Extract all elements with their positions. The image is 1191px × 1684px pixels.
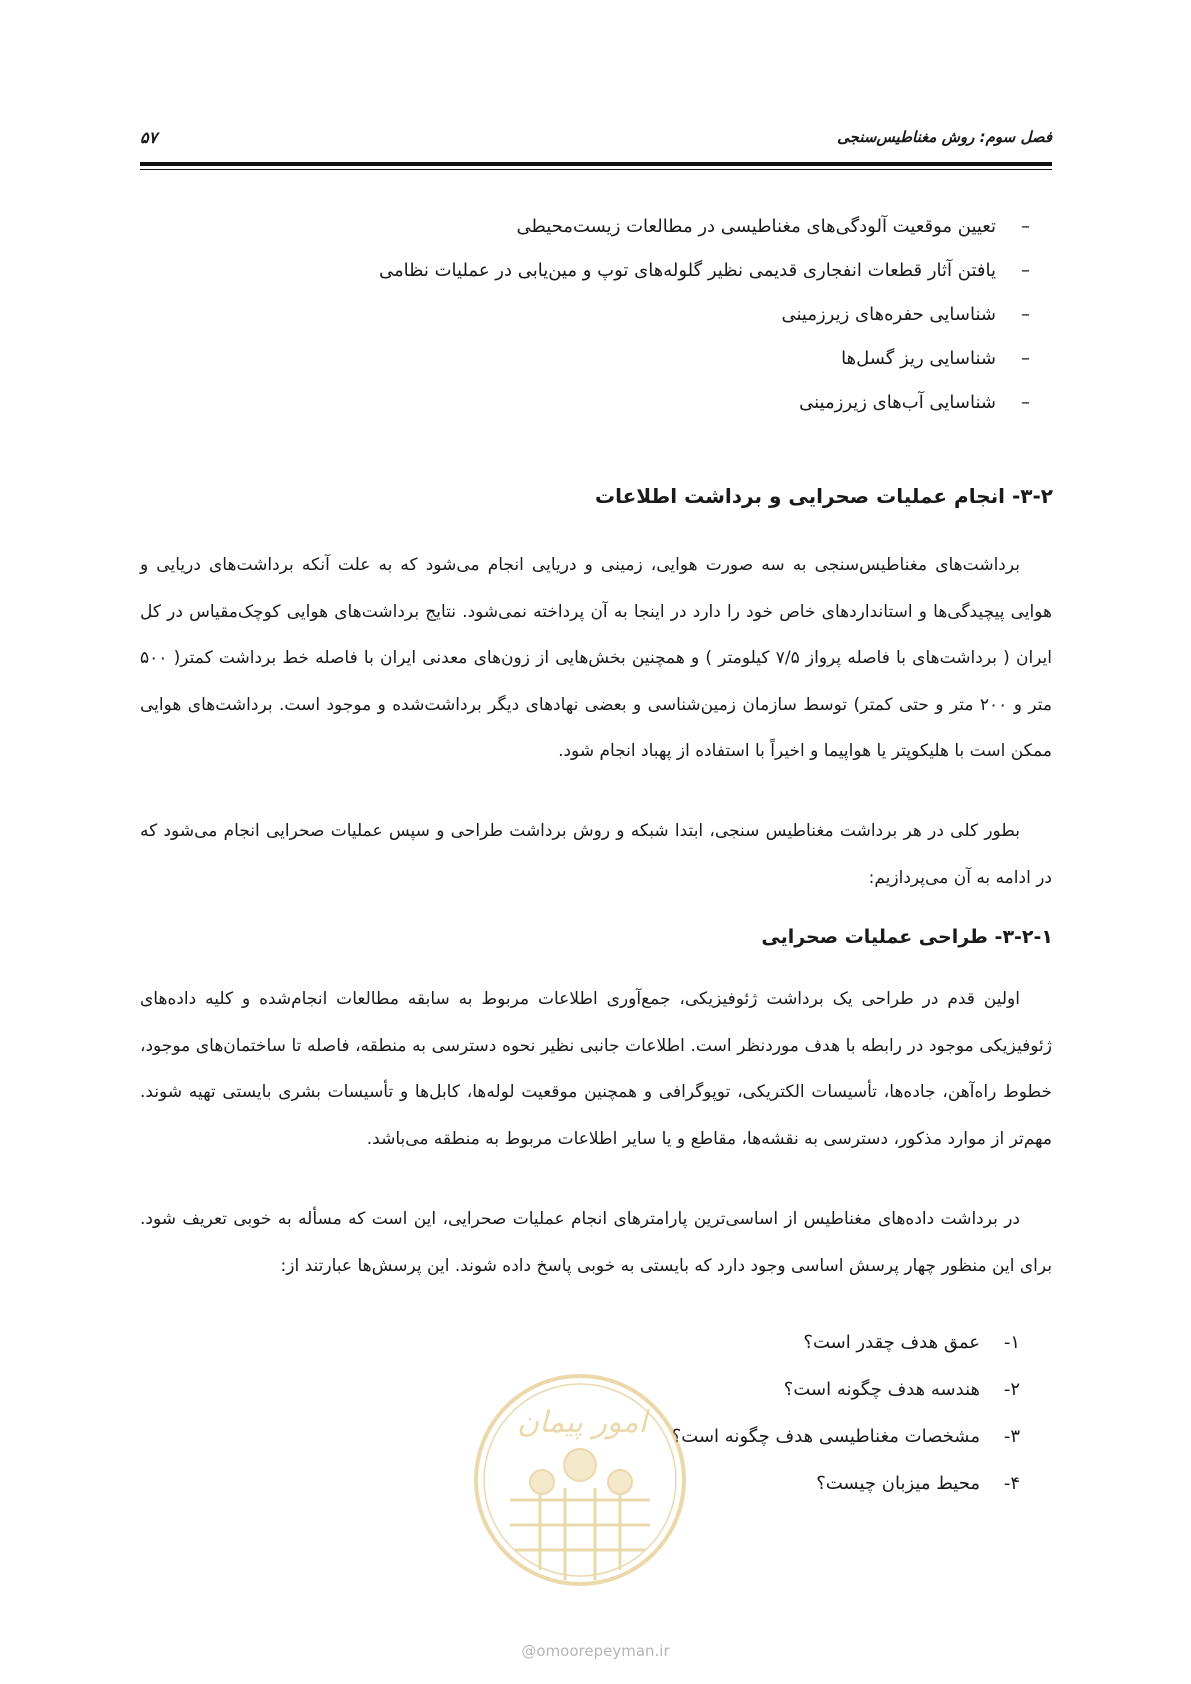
paragraph-key-questions: در برداشت داده‌های مغناطیس از اساسی‌ترین پارامترهای انجام عملیات صحرایی، این است که مسأله به خوبی تعریف شود. برای این منظور چهار پرسش اساسی وجود دارد که بایستی به خوبی پاسخ داده شوند. این پرسش‌ها عبارتند از: (140, 1209, 1052, 1276)
header-rule-thin (140, 169, 1052, 170)
section-heading: ۳-۲- انجام عملیات صحرایی و برداشت اطلاعات (594, 484, 1053, 508)
list-item: ۱-عمق هدف چقدر است؟ (803, 1332, 1020, 1353)
list-item: ۴-محیط میزبان چیست؟ (816, 1473, 1020, 1494)
application-list (300, 214, 1030, 434)
page-number: ۵۷ (140, 128, 158, 147)
list-item: ۲-هندسه هدف چگونه است؟ (783, 1379, 1020, 1400)
paragraph-survey-design: اولین قدم در طراحی یک برداشت ژئوفیزیکی، جمع‌آوری اطلاعات مربوط به سابقه مطالعات انجام‌شده و کلیه داده‌های ژئوفیزیکی موجود در رابطه با هدف موردنظر است. اطلاعات جانبی نظیر نحوه دسترسی به منطقه، فاصله تا ساختمان‌های موجود، خطوط راه‌آهن، جاده‌ها، تأسیسات الکتریکی، توپوگرافی و همچنین موقعیت لوله‌ها، کابل‌ها و تأسیسات بشری بایستی تهیه شوند. مهم‌تر از موارد مذکور، دسترسی به نقشه‌ها، مقاطع و یا سایر اطلاعات مربوط به منطقه می‌باشد. (140, 989, 1052, 1149)
watermark-url: @omoorepeyman.ir (521, 1642, 670, 1660)
svg-text:امور پیمان: امور پیمان (517, 1405, 647, 1440)
list-item: –تعیین موقعیت آلودگی‌های مغناطیسی در مطالعات زیست‌محیطی (516, 216, 1030, 237)
paragraph-survey-types: برداشت‌های مغناطیس‌سنجی به سه صورت هوایی، زمینی و دریایی انجام می‌شود که به علت آنکه برداشت‌های دریایی و هوایی پیچیدگی‌ها و استانداردهای خاص خود را دارد در اینجا به آن پرداخته نمی‌شود. نتایج برداشت‌های هوایی کوچک‌مقیاس در کل ایران ( برداشت‌های با فاصله پرواز ۷/۵ کیلومتر ) و همچنین بخش‌هایی از زون‌های معدنی ایران با فاصله خط برداشت کمتر( ۵۰۰ متر و ۲۰۰ متر و حتی کمتر) توسط سازمان زمین‌شناسی و بعضی نهادهای دیگر برداشت‌شده و موجود است. برداشت‌های هوایی ممکن است با هلیکوپتر یا هواپیما و اخیراً با استفاده از پهباد انجام شود. (140, 555, 1052, 762)
chapter-title: فصل سوم: روش مغناطیس‌سنجی (837, 128, 1052, 146)
list-item: –یافتن آثار قطعات انفجاری قدیمی نظیر گلوله‌های توپ و مین‌یابی در عملیات نظامی (378, 260, 1030, 281)
subsection-heading: ۳-۲-۱- طراحی عملیات صحرایی (761, 926, 1053, 948)
list-item: –شناسایی حفره‌های زیرزمینی (781, 304, 1030, 325)
list-item: –شناسایی ریز گسل‌ها (841, 348, 1030, 369)
page-header (140, 128, 1052, 156)
watermark-logo (470, 1370, 690, 1590)
list-item: ۳-مشخصات مغناطیسی هدف چگونه است؟ (671, 1426, 1020, 1447)
header-rule-thick (140, 162, 1052, 166)
paragraph-survey-overview: بطور کلی در هر برداشت مغناطیس سنجی، ابتدا شبکه و روش برداشت طراحی و سپس عملیات صحرایی انجام می‌شود که در ادامه به آن می‌پردازیم: (140, 821, 1052, 888)
list-item: –شناسایی آب‌های زیرزمینی (799, 392, 1030, 413)
